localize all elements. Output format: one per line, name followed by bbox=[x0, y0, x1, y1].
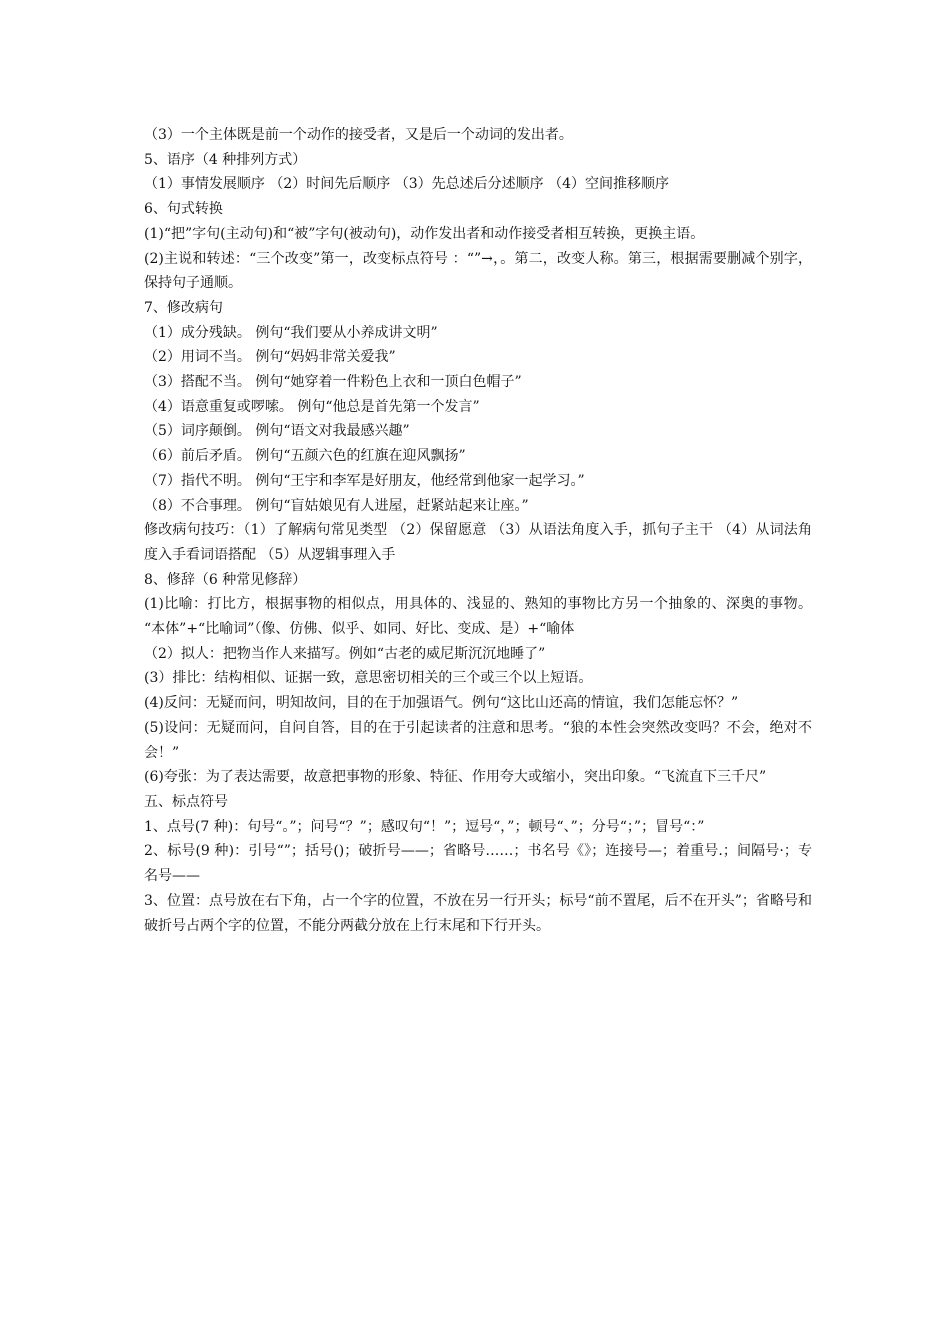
text-line: (3）排比：结构相似、证据一致，意思密切相关的三个或三个以上短语。 bbox=[144, 670, 593, 687]
text-line: （3）一个主体既是前一个动作的接受者，又是后一个动词的发出者。 bbox=[144, 127, 573, 143]
text-line: 1、点号(7 种)：句号“。”；问号“？”；感叹句“！”；逗号“，”；顿号“、”；分号“；”；冒号“：” bbox=[144, 818, 705, 835]
text-line: (1)“把”字句(主动句)和“被”字句(被动句)，动作发出者和动作接受者相互转换，更换主语。 bbox=[144, 225, 705, 242]
text-line: (6)夸张：为了表达需要，故意把事物的形象、特征、作用夸大或缩小，突出印象。“飞流直下三千尺” bbox=[144, 769, 767, 786]
section-heading: 6、句式转换 bbox=[144, 201, 223, 218]
text-line: （7）指代不明。 例句“王宇和李军是好朋友，他经常到他家一起学习。” bbox=[144, 472, 585, 489]
text-line: （3）搭配不当。 例句“她穿着一件粉色上衣和一顶白色帽子” bbox=[144, 374, 522, 391]
text-line: （6）前后矛盾。 例句“五颜六色的红旗在迎风飘扬” bbox=[144, 448, 466, 465]
text-line: (5)设问：无疑而问，自问自答，目的在于引起读者的注意和思考。“狼的本性会突然改变吗？不会，绝对不会！” bbox=[144, 719, 812, 761]
text-line: （8）不合事理。 例句“盲姑娘见有人进屋，赶紧站起来让座。” bbox=[144, 497, 529, 514]
text-line: (1)比喻：打比方，根据事物的相似点，用具体的、浅显的、熟知的事物比方另一个抽象的、深奥的事物。 “本体”+“比喻词”（像、仿佛、似乎、如同、好比、变成、是）+“喻体 bbox=[144, 596, 812, 638]
text-line: （1）事情发展顺序 （2）时间先后顺序 （3）先总述后分述顺序 （4）空间推移顺序 bbox=[144, 176, 669, 193]
section-heading: 5、语序（4 种排列方式） bbox=[144, 151, 307, 168]
document-body bbox=[144, 123, 812, 938]
text-line: （2）拟人：把物当作人来描写。例如“古老的威尼斯沉沉地睡了” bbox=[144, 645, 546, 662]
section-heading: 7、修改病句 bbox=[144, 299, 223, 316]
text-line: （4）语意重复或啰嗦。 例句“他总是首先第一个发言” bbox=[144, 398, 480, 415]
text-line: (2)主说和转述：“三个改变”第一，改变标点符号 ：“”→，。第二，改变人称。第三，根据需要删减个别字，保持句子通顺。 bbox=[144, 250, 812, 292]
text-line: （1）成分残缺。 例句“我们要从小养成讲文明” bbox=[144, 324, 438, 341]
text-line: （2）用词不当。 例句“妈妈非常关爱我” bbox=[144, 349, 396, 366]
text-line: (4)反问：无疑而问，明知故问，目的在于加强语气。例句“这比山还高的情谊，我们怎能忘怀？” bbox=[144, 695, 739, 712]
text-line: 2、标号(9 种)：引号“”；括号()；破折号——；省略号……；书名号《》；连接号—；着重号.；间隔号·；专名号—— bbox=[144, 843, 812, 885]
text-line: （5）词序颠倒。 例句“语文对我最感兴趣” bbox=[144, 423, 410, 440]
text-line: 修改病句技巧：（1）了解病句常见类型 （2）保留愿意 （3）从语法角度入手，抓句子主干 （4）从词法角度入手看词语搭配 （5）从逻辑事理入手 bbox=[144, 522, 812, 563]
section-heading: 五、标点符号 bbox=[144, 793, 228, 810]
section-heading: 8、修辞（6 种常见修辞） bbox=[144, 571, 307, 588]
text-line: 3、位置：点号放在右下角，占一个字的位置，不放在另一行开头；标号“前不置尾，后不在开头”；省略号和破折号占两个字的位置，不能分两截分放在上行末尾和下行开头。 bbox=[144, 892, 812, 934]
